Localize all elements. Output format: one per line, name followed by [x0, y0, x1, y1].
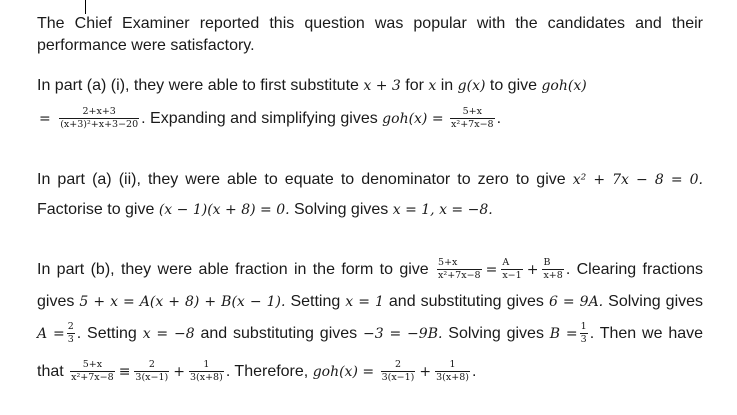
paragraph-2-line-2 [37, 105, 703, 133]
text: Solving gives [294, 201, 389, 218]
math-function: goh(x) [541, 78, 587, 94]
math-variable: x [428, 78, 437, 94]
text: that [37, 363, 64, 380]
denominator: x²+7x−8 [451, 119, 494, 131]
fraction [70, 359, 115, 384]
fraction [59, 106, 139, 131]
math-expression: goh(x) = [382, 111, 444, 127]
equivalence-sign: ≡ [118, 364, 131, 380]
denominator: x²+7x−8 [71, 372, 114, 384]
text: . Therefore, [225, 363, 309, 380]
fraction [67, 321, 75, 346]
math-equation: x² + 7x − 8 = 0. [572, 172, 703, 188]
text: for [405, 77, 424, 94]
paragraph-3-line-1 [37, 169, 703, 191]
paragraph-1-line-2 [37, 35, 703, 57]
plus-sign: + [419, 364, 432, 380]
numerator: 5+x [450, 106, 495, 119]
numerator: 2 [381, 359, 416, 372]
numerator: 5+x [437, 257, 482, 270]
text: Solving gives [448, 325, 544, 342]
text: Factorise to give [37, 201, 155, 218]
paragraph-3-line-2 [37, 199, 703, 221]
fraction [435, 359, 470, 384]
math-equation: x = 1 [345, 294, 384, 310]
math-equation: 6 = 9A. [548, 294, 604, 310]
equals-sign: = [485, 262, 498, 278]
numerator: 1 [580, 321, 587, 333]
numerator: 5+x [70, 359, 115, 372]
text: In part (a) (i), they were able to first substitute [37, 77, 359, 94]
denominator: 3 [67, 334, 74, 346]
text: and substituting gives [388, 293, 544, 310]
denominator: 3(x−1) [381, 372, 415, 384]
text: . [496, 110, 502, 127]
math-equation: (x − 1)(x + 8) = 0. [158, 202, 290, 218]
text: Setting [290, 293, 341, 310]
text: . Clearing fractions [565, 261, 703, 278]
fraction [501, 257, 522, 282]
text: in [440, 77, 454, 94]
paragraph-1-line-1 [37, 13, 703, 35]
numerator: 1 [189, 359, 224, 372]
numerator: B [542, 257, 563, 270]
math-expression: goh(x) = [312, 364, 375, 380]
numerator: 2+x+3 [59, 106, 139, 119]
text: gives [37, 293, 75, 310]
numerator: 1 [435, 359, 470, 372]
text: . Then we have [589, 325, 704, 342]
denominator: 3(x+8) [189, 372, 223, 384]
denominator: 3(x−1) [135, 372, 169, 384]
denominator: 3(x+8) [436, 372, 469, 384]
denominator: (x+3)²+x+3−20 [60, 119, 139, 131]
text: performance were satisfactory. [37, 37, 255, 54]
text: . Setting [76, 325, 137, 342]
text: . [471, 363, 477, 380]
text: In part (b), they were able fraction in the form to give [37, 261, 429, 278]
text: to give [489, 77, 538, 94]
fraction [189, 359, 224, 384]
fraction [134, 359, 169, 384]
plus-sign: + [526, 262, 539, 278]
plus-sign: + [173, 364, 185, 380]
math-expression: B = [549, 326, 578, 342]
math-equation: −3 = −9B. [363, 326, 443, 342]
fraction [437, 257, 482, 282]
fraction [381, 359, 416, 384]
text: and substituting gives [200, 325, 358, 342]
numerator: A [501, 257, 522, 270]
denominator: 3 [580, 334, 587, 346]
paragraph-4-line-2 [37, 291, 703, 313]
fraction [542, 257, 563, 282]
math-equation: 5 + x = A(x + 8) + B(x − 1). [79, 294, 286, 310]
text-cursor [85, 0, 86, 14]
math-expression: x + 3 [363, 78, 401, 94]
denominator: x²+7x−8 [438, 270, 481, 282]
math-expression: A = [37, 326, 65, 342]
text: The Chief Examiner reported this question was popular with the candidates and their [37, 15, 703, 32]
math-equation: x = 1, x = −8. [392, 202, 493, 218]
text: In part (a) (ii), they were able to equate to denominator to zero to give [37, 171, 566, 188]
numerator: 2 [67, 321, 74, 333]
equals-sign: = [39, 111, 51, 127]
denominator: x+8 [543, 270, 563, 282]
paragraph-4-line-4 [37, 358, 703, 386]
math-equation: x = −8 [142, 326, 195, 342]
text: . Expanding and simplifying gives [141, 110, 378, 127]
text: Solving gives [608, 293, 704, 310]
math-function: g(x) [457, 78, 486, 94]
paragraph-2-line-1 [37, 75, 703, 97]
paragraph-4-line-3 [37, 320, 703, 348]
fraction [450, 106, 495, 131]
numerator: 2 [134, 359, 169, 372]
fraction [580, 321, 588, 346]
paragraph-4-line-1 [37, 256, 703, 284]
denominator: x−1 [502, 270, 522, 282]
